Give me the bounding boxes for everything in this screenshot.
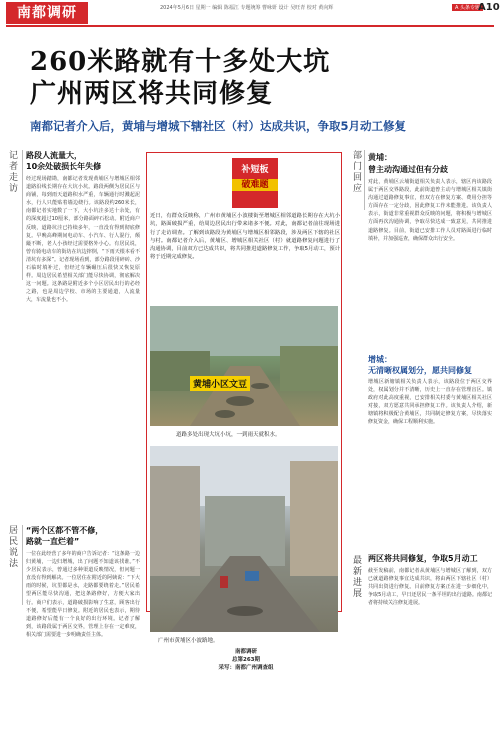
left-col2-head: “两个区都不管不修， 路就一直烂着” <box>26 526 104 546</box>
header-meta: 2024年5月6日 星期一 编辑 陈福江 专题统筹 曹咏妍 设计 吴旺青 校对 黄向辉 <box>160 5 334 11</box>
section-tag: 南都调研 <box>6 2 88 24</box>
headline-line2: 广州两区将共同修复 <box>30 79 274 109</box>
photo1-label: 黄埔小区文豆 <box>190 376 250 391</box>
right-col-head: 曾主动沟通过但有分歧 <box>368 165 448 174</box>
right-col-label: 部门回应 <box>351 150 361 194</box>
left-col2-label: 居民说法 <box>7 525 17 569</box>
right-col3-label: 最新进展 <box>351 555 361 599</box>
photo-road <box>150 306 338 426</box>
right-col-body2: 增城区新塘镇相关负责人表示，该路段位于两区交界处，权属划分并不清晰，历史上一直存在管理盲区。镇政府对此高度重视，已安排相关村委与黄埔区相关社区对接，双方愿意共同承担修复工作。该负责人介绍，新塘镇将积极配合黄埔区，共同制定修复方案，尽快落实修复资金，确保工程顺利实施。 <box>368 379 492 426</box>
left-col2-body: 一位在此经营了多年的商户告诉记者：“这条路一边归黄埔，一边归增城，出了问题不知道该找谁。”不少居民表示，曾通过多种渠道反映情况，但问题一直没有得到解决。一位居住在附近的阿姨说：“下大雨的时候，坑里都是水，走路都要绕着走。”居民希望两区能尽快沟通，把这条路修好，方便大家出行。商户们表示，道路破损影响了生意，顾客出行不便，希望能早日修复。附近的居民也表示，期待道路修好后能有一个良好的出行环境。记者了解到，该路段属于两区交界，管理上存在一定难度，相关部门需要进一步明确责任主体。 <box>26 551 140 638</box>
headline <box>30 46 480 110</box>
right-col-head3: 两区将共同修复，争取5月动工 <box>368 554 478 563</box>
badge-line1: 补短板 <box>241 165 269 175</box>
right-col-body3: 截至发稿前，南都记者从黄埔区与增城区了解到，双方已就道路修复事宜达成共识，将由两区下辖社区（村）共同出资进行修复。目前修复方案正在进一步细化中，争取5月动工，早日还居民一条平坦的出行道路。南都记者将持续关注修复进展。 <box>368 568 492 607</box>
photo-street <box>150 446 338 632</box>
left-col-head: 路段人流量大， 10余处破损长年失修 <box>26 151 102 171</box>
left-col-divider <box>22 150 23 280</box>
badge <box>232 158 278 208</box>
header-rule <box>6 25 494 27</box>
header-tag: A 头条专题 <box>452 4 483 11</box>
right-col-head-prefix: 黄埔： <box>368 153 392 162</box>
credit-block: 南都调研 总第263期 采写：南都广州调查组 <box>218 649 274 671</box>
right-col-divider <box>364 150 365 210</box>
left-col2-divider <box>22 525 23 605</box>
left-col-label: 记者走访 <box>7 150 17 194</box>
page-header <box>0 0 500 26</box>
right-col-head2: 无清晰权属划分，愿共同修复 <box>368 366 472 375</box>
center-body: 近日，有群众反映称，广州市黄埔区小波楼街至增城区相邻道路长期存在大坑小坑，路面破损严重，给周边居民出行带来诸多不便。对此，南都记者前往现场进行了走访调查。了解到该路段为黄埔区与增城区相邻路段，涉及两区下辖的社区与村。南都记者介入后，黄埔区、增城区相关社区（村）就道路修复问题进行了沟通协调，目前双方已达成共识，将共同推进道路修复工作，争取5月动工，预计将于近期完成修复。 <box>150 213 340 261</box>
right-col-head2-prefix: 增城： <box>368 355 392 364</box>
left-col-body: 经过现场踏勘，南都记者发现黄埔区与增城区相邻道路沿线长期存在大坑小坑。路段两侧为居民区与商铺，每到雨天道路积水严重，车辆通行时溅起泥水，行人只能贴着墙边绕行。该路段约260米长，南都记者实地数了一下，大小坑洼多达十余处，有的深度超过10厘米，部分路面碎石松动。附近商户反映，道路坑洼已持续多年，一直没有得到彻底修复。早晚高峰期间电动车、小汽车、行人混行，颠簸不断，老人小孩经过需要格外小心。有居民说，曾有骑电动车的街坊在坑边摔倒，“下雨天根本看不清坑有多深”。记者现场看到，部分路段用碎砖、沙石临时填补过，但经过车辆碾压后很快又恢复原样。周边居民希望相关部门能尽快协调，彻底解决这一问题。这条路是附近多个小区居民出行的必经之路，也是周边学校、市场的主要通道，人流量大，车流量也不小。 <box>26 176 140 304</box>
page-number: A10 <box>478 2 500 13</box>
photo1-caption: 道路多处出现大坑小坑，一到雨天就积水。 <box>176 432 281 438</box>
subheadline: 南都记者介入后，黄埔与增城下辖社区（村）达成共识，争取5月动工修复 <box>30 119 406 133</box>
headline-line1: 260米路就有十多处大坑 <box>30 47 331 77</box>
photo2-caption: 广州市黄埔区小波路地。 <box>158 638 219 644</box>
right-col-body: 对此，黄埔区云埔街道相关负责人表示，辖区内该路段属于两区交界路段，此前街道曾主动与增城区相关镇街沟通过道路修复事宜，但双方在修复方案、费用分担等方面存在一定分歧，因此修复工作未能推进。该负责人表示，街道非常重视群众反映的问题，将积极与增城区方面再次沟通协调，争取尽快达成一致意见，共同推进道路修复。目前，街道已安排工作人员对路面进行临时填补，并加强巡查，确保群众出行安全。 <box>368 179 492 242</box>
badge-line2: 破难题 <box>232 179 278 191</box>
